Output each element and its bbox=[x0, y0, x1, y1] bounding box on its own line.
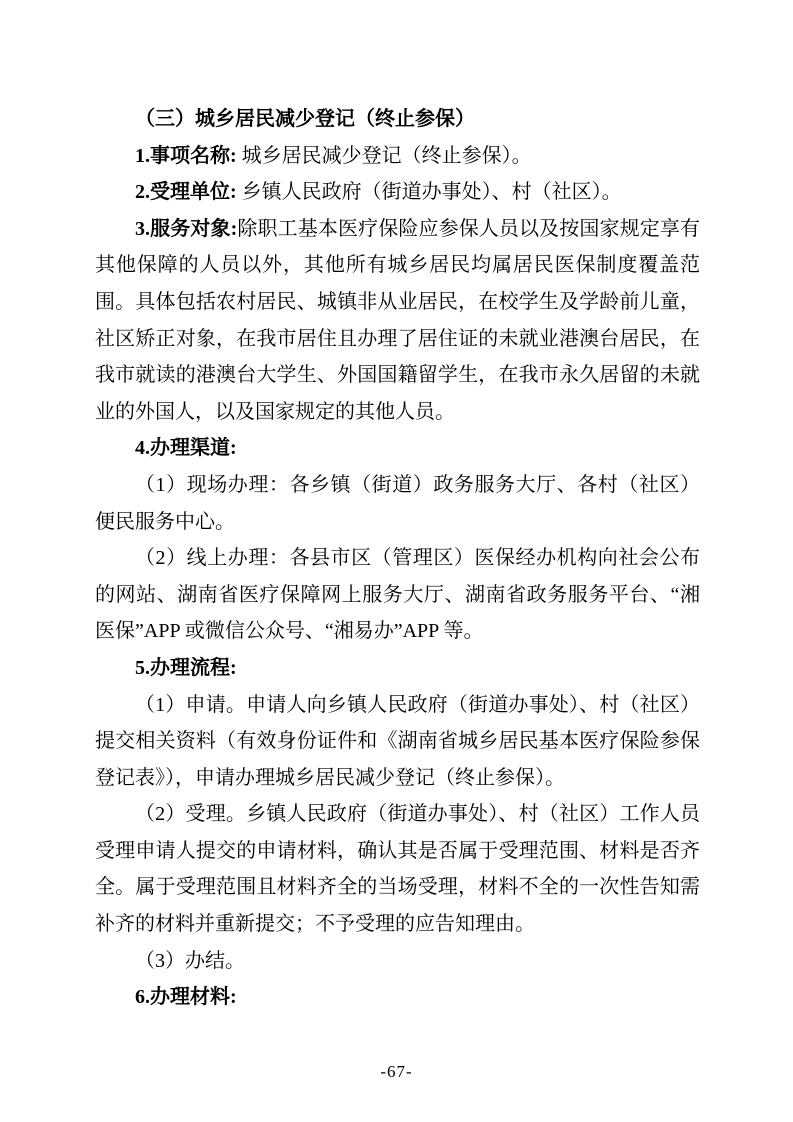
paragraph-label: 1.事项名称: bbox=[135, 144, 237, 167]
paragraph-process-complete bbox=[95, 943, 700, 980]
page-number: -67- bbox=[380, 1062, 413, 1081]
paragraph-item-name bbox=[95, 138, 700, 175]
paragraph-materials-heading bbox=[95, 979, 700, 1016]
paragraph-label: 6.办理材料: bbox=[135, 986, 237, 1009]
paragraph-text: 乡镇人民政府（街道办事处）、村（社区）。 bbox=[236, 181, 622, 204]
paragraph-channel-onsite bbox=[95, 467, 700, 540]
paragraph-process-accept bbox=[95, 796, 700, 942]
paragraph-text: 城乡居民减少登记（终止参保）。 bbox=[236, 144, 532, 167]
paragraph-process-heading bbox=[95, 650, 700, 687]
paragraph-text: （1）申请。申请人向乡镇人民政府（街道办事处）、村（社区）提交相关资料（有效身份证件和《湖南省城乡居民基本医疗保险参保登记表》），申请办理城乡居民减少登记（终止参保）。 bbox=[95, 693, 700, 789]
paragraph-text: 除职工基本医疗保险应参保人员以及按国家规定享有其他保障的人员以外，其他所有城乡居民均属居民医保制度覆盖范围。具体包括农村居民、城镇非从业居民，在校学生及学龄前儿童，社区矫正对象，在我市居住且办理了居住证的未就业港澳台居民，在我市就读的港澳台大学生、外国国籍留学生，在我市永久居留的未就业的外国人，以及国家规定的其他人员。 bbox=[95, 217, 700, 423]
paragraph-label: 4.办理渠道: bbox=[135, 437, 237, 460]
paragraph-service-target bbox=[95, 211, 700, 431]
paragraph-label: 3.服务对象: bbox=[135, 217, 238, 240]
paragraph-text: （3）办结。 bbox=[135, 949, 245, 972]
paragraph-accepting-unit bbox=[95, 174, 700, 211]
paragraph-process-apply bbox=[95, 687, 700, 797]
paragraph-channel-online bbox=[95, 540, 700, 650]
document-body bbox=[95, 101, 700, 1016]
paragraph-text: （2）线上办理：各县市区（管理区）医保经办机构向社会公布的网站、湖南省医疗保障网上服务大厅、湖南省政务服务平台、“湘医保”APP 或微信公众号、“湘易办”APP 等。 bbox=[95, 547, 700, 643]
section-heading: （三）城乡居民减少登记（终止参保） bbox=[135, 108, 475, 130]
paragraph-text: （1）现场办理：各乡镇（街道）政务服务大厅、各村（社区）便民服务中心。 bbox=[95, 473, 700, 533]
paragraph-label: 5.办理流程: bbox=[135, 656, 237, 679]
paragraph-channels-heading bbox=[95, 430, 700, 467]
paragraph-label: 2.受理单位: bbox=[135, 181, 237, 204]
paragraph-text: （2）受理。乡镇人民政府（街道办事处）、村（社区）工作人员受理申请人提交的申请材料，确认其是否属于受理范围、材料是否齐全。属于受理范围且材料齐全的当场受理，材料不全的一次性告知需补齐的材料并重新提交；不予受理的应告知理由。 bbox=[95, 803, 700, 936]
